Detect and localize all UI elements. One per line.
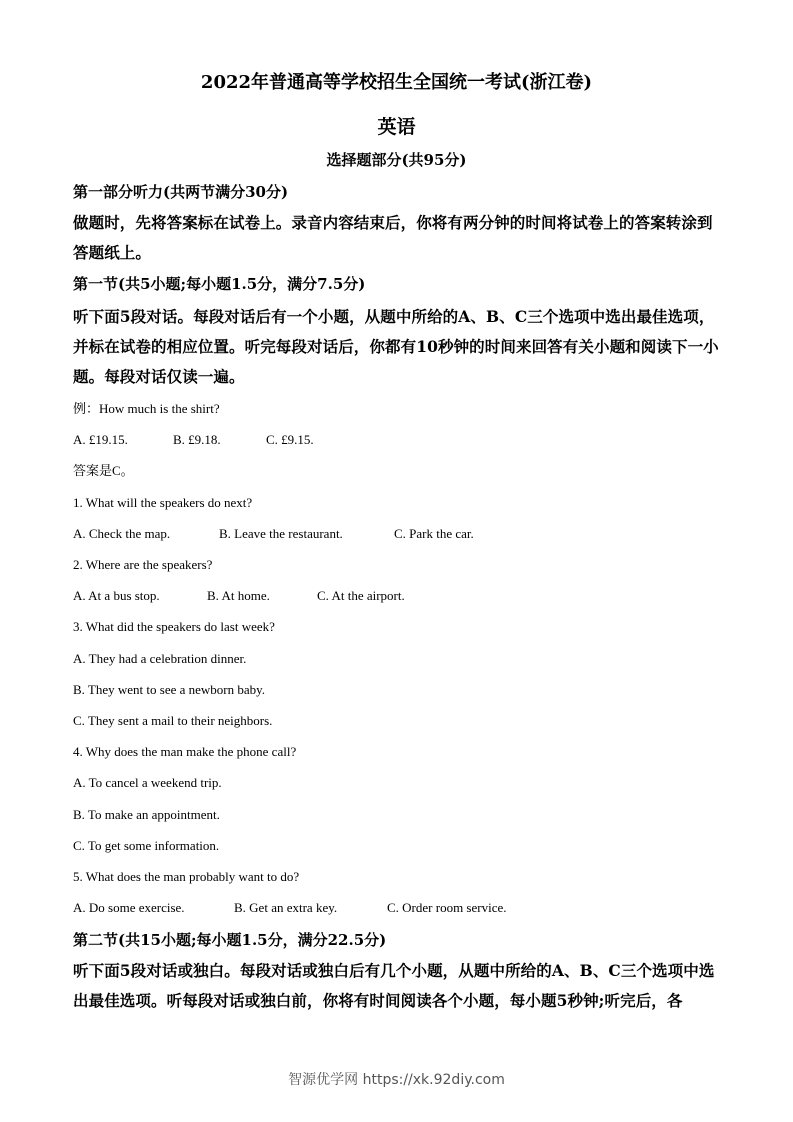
question-4-option-a: A. To cancel a weekend trip.: [73, 775, 222, 790]
question-1-option-a: A. Check the map.: [73, 526, 171, 541]
question-5-option-b: B. Get an extra key.: [234, 900, 338, 915]
example-options: [73, 430, 314, 450]
part1-instruction: 做题时，先将答案标在试卷上。录音内容结束后，你将有两分钟的时间将试卷上的答案转涂到答题纸上。: [73, 213, 713, 262]
question-4: 4. Why does the man make the phone call?: [73, 744, 297, 759]
question-1: 1. What will the speakers do next?: [73, 495, 253, 510]
example-answer: 答案是C。: [73, 463, 134, 478]
subject-title: 英语: [377, 116, 416, 138]
question-5-options: [73, 898, 507, 918]
part-summary: 选择题部分(共95分): [326, 151, 467, 169]
section1-heading: 第一节(共5小题;每小题1.5分，满分7.5分): [73, 275, 366, 293]
section2-heading: 第二节(共15小题;每小题1.5分，满分22.5分): [73, 931, 387, 949]
question-2-options: [73, 586, 405, 606]
footer-watermark: 智源优学网 https://xk.92diy.com: [288, 1072, 505, 1088]
question-2-option-c: C. At the airport.: [317, 588, 405, 603]
question-3: 3. What did the speakers do last week?: [73, 619, 275, 634]
question-1-option-c: C. Park the car.: [394, 526, 474, 541]
example-option-a: A. £19.15.: [73, 432, 128, 447]
part1-heading: 第一部分听力(共两节满分30分): [73, 183, 289, 201]
example-question: 例：How much is the shirt?: [73, 401, 220, 416]
question-2-option-b: B. At home.: [207, 588, 270, 603]
example-option-b: B. £9.18.: [173, 432, 221, 447]
question-4-option-b: B. To make an appointment.: [73, 807, 220, 822]
example-option-c: C. £9.15.: [266, 432, 314, 447]
question-4-option-c: C. To get some information.: [73, 838, 220, 853]
question-3-option-a: A. They had a celebration dinner.: [73, 651, 247, 666]
section1-instruction: 听下面5段对话。每段对话后有一个小题，从题中所给的A、B、C三个选项中选出最佳选项，并标在试卷的相应位置。听完每段对话后，你都有10秒钟的时间来回答有关小题和阅读下一小题。每段对话仅读一遍。: [73, 307, 719, 386]
question-2-option-a: A. At a bus stop.: [73, 588, 160, 603]
question-5-option-a: A. Do some exercise.: [73, 900, 185, 915]
section2-instruction: 听下面5段对话或独白。每段对话或独白后有几个小题，从题中所给的A、B、C三个选项中选出最佳选项。听每段对话或独白前，你将有时间阅读各个小题，每小题5秒钟;听完后，各: [73, 961, 715, 1010]
page-title: 2022年普通高等学校招生全国统一考试(浙江卷): [200, 72, 593, 93]
question-2: 2. Where are the speakers?: [73, 557, 213, 572]
question-1-option-b: B. Leave the restaurant.: [219, 526, 343, 541]
question-5-option-c: C. Order room service.: [387, 900, 507, 915]
question-3-option-b: B. They went to see a newborn baby.: [73, 682, 266, 697]
question-5: 5. What does the man probably want to do?: [73, 869, 300, 884]
question-3-option-c: C. They sent a mail to their neighbors.: [73, 713, 273, 728]
question-1-options: [73, 524, 474, 544]
